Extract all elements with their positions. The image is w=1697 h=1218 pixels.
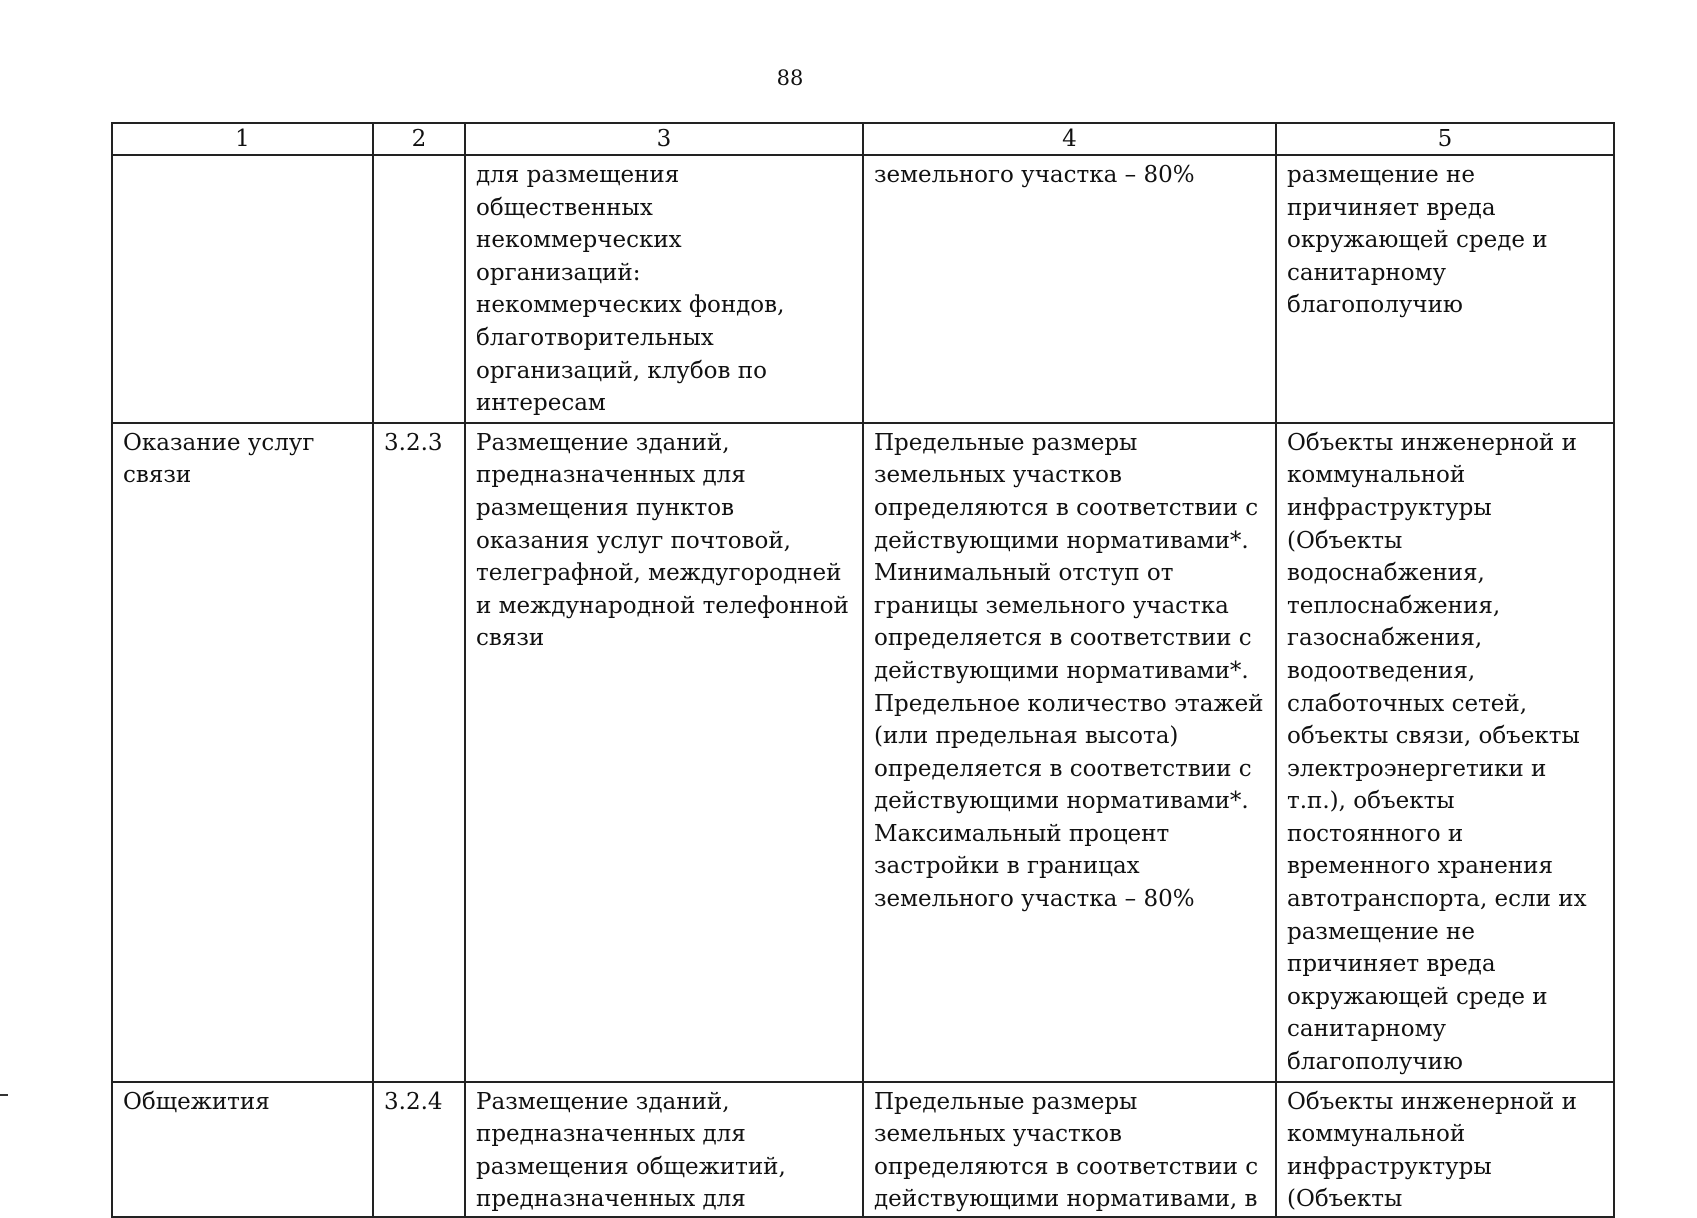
cell-description: Размещение зданий, предназначенных для размещения общежитий, предназначенных для bbox=[465, 1082, 863, 1217]
cell-use-name: Общежития bbox=[112, 1082, 373, 1217]
cell-parameters: земельного участка – 80% bbox=[863, 155, 1276, 423]
zoning-table bbox=[111, 122, 1615, 1218]
cell-use-name bbox=[112, 155, 373, 423]
header-col-4: 4 bbox=[863, 123, 1276, 155]
cell-code: 3.2.4 bbox=[373, 1082, 465, 1217]
cell-parameters: Предельные размеры земельных участков определяются в соответствии с действующими нормативами*. Минимальный отступ от границы земельного участка определяется в соответствии с действующими нормативами*. Предельное количество этажей (или предельная высота) определяется в соответствии с действующими нормативами*. Максимальный процент застройки в границах земельного участка – 80% bbox=[863, 423, 1276, 1082]
table-row bbox=[112, 1082, 1614, 1217]
page-number: 88 bbox=[776, 66, 804, 90]
margin-mark bbox=[0, 1094, 8, 1096]
cell-auxiliary-uses: размещение не причиняет вреда окружающей среде и санитарному благополучию bbox=[1276, 155, 1614, 423]
header-col-3: 3 bbox=[465, 123, 863, 155]
cell-parameters: Предельные размеры земельных участков определяются в соответствии с действующими нормативами, в bbox=[863, 1082, 1276, 1217]
header-col-5: 5 bbox=[1276, 123, 1614, 155]
table-row bbox=[112, 423, 1614, 1082]
cell-code bbox=[373, 155, 465, 423]
cell-auxiliary-uses: Объекты инженерной и коммунальной инфраструктуры (Объекты bbox=[1276, 1082, 1614, 1217]
header-col-2: 2 bbox=[373, 123, 465, 155]
cell-use-name: Оказание услуг связи bbox=[112, 423, 373, 1082]
table-row bbox=[112, 155, 1614, 423]
header-col-1: 1 bbox=[112, 123, 373, 155]
cell-description: Размещение зданий, предназначенных для размещения пунктов оказания услуг почтовой, телеграфной, междугородней и международной телефонной связи bbox=[465, 423, 863, 1082]
cell-code: 3.2.3 bbox=[373, 423, 465, 1082]
cell-description: для размещения общественных некоммерческих организаций: некоммерческих фондов, благотворительных организаций, клубов по интересам bbox=[465, 155, 863, 423]
header-row bbox=[112, 123, 1614, 155]
cell-auxiliary-uses: Объекты инженерной и коммунальной инфраструктуры (Объекты водоснабжения, теплоснабжения, газоснабжения, водоотведения, слаботочных сетей, объекты связи, объекты электроэнергетики и т.п.), объекты постоянного и временного хранения автотранспорта, если их размещение не причиняет вреда окружающей среде и санитарному благополучию bbox=[1276, 423, 1614, 1082]
